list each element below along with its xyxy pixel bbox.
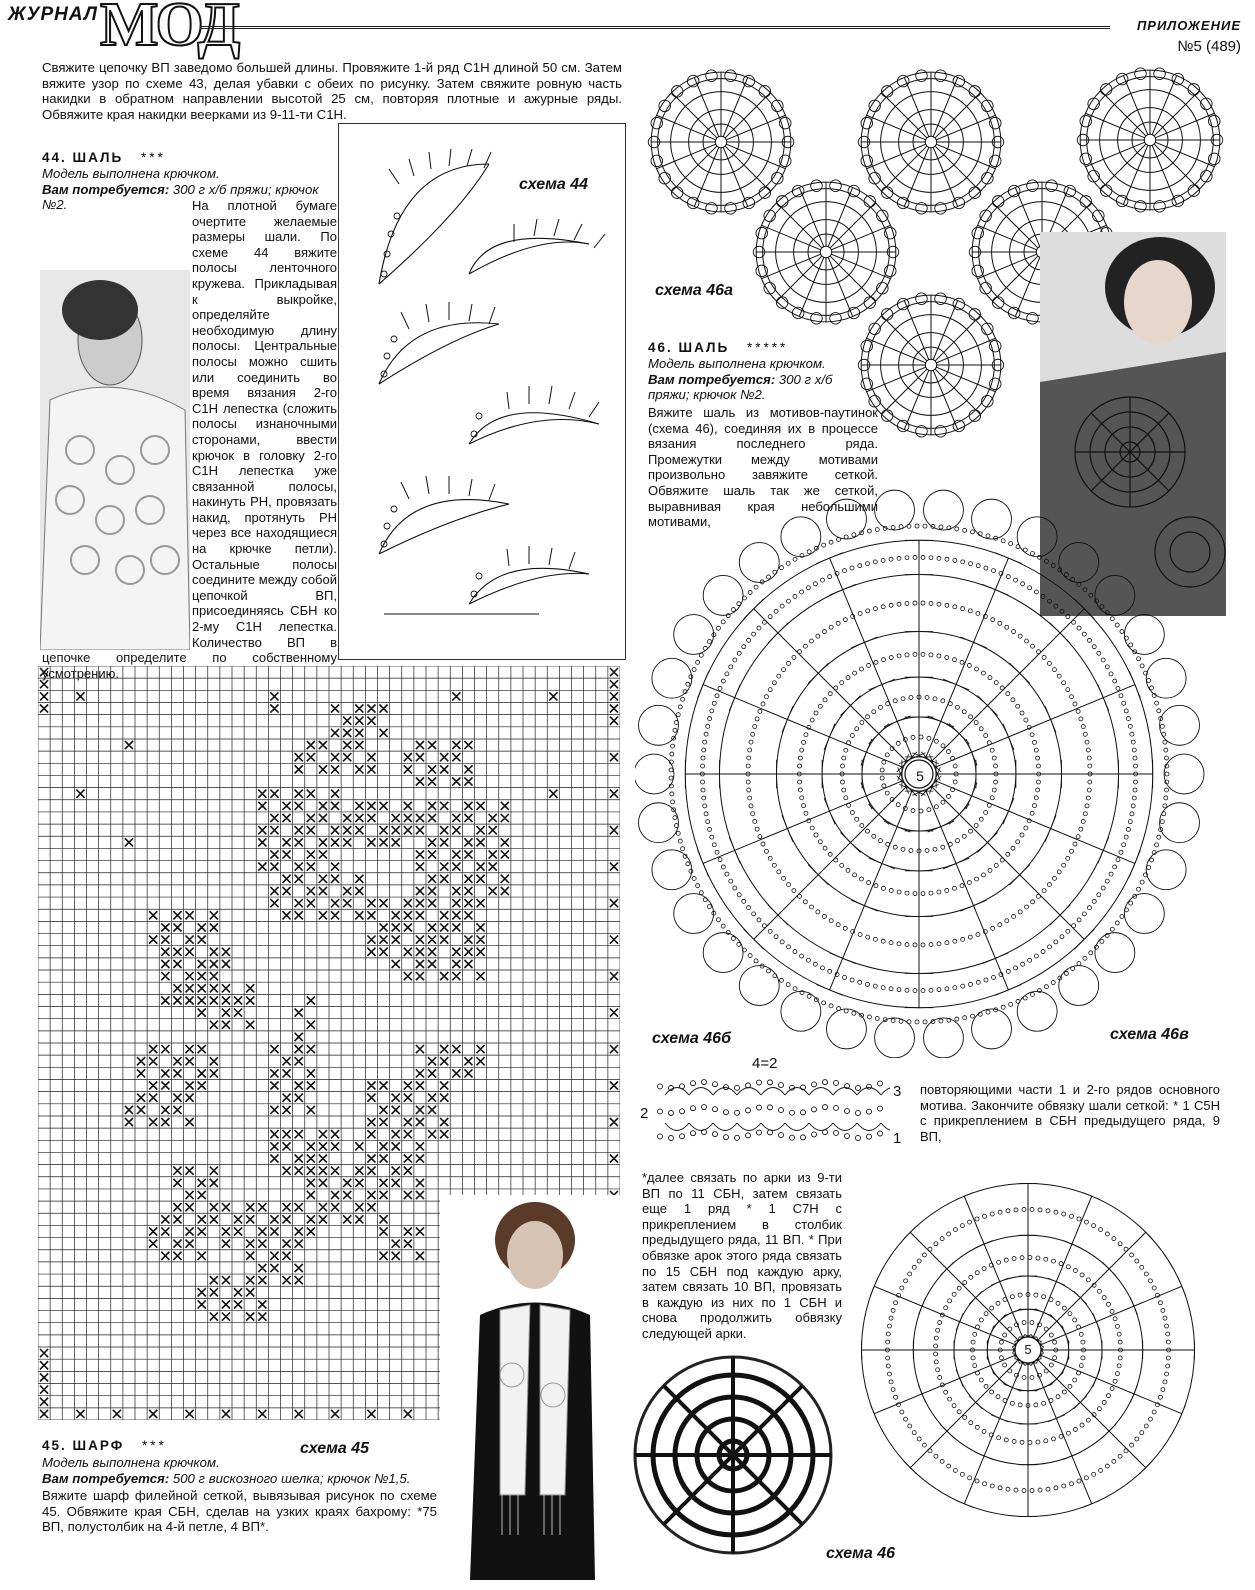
item46-needs (648, 372, 863, 402)
item44-text-content: На плотной бумаге очертите желаемые размеры шали. По схеме 44 вяжите полосы ленточного кружева. Прикладывая к выкройке, определяйте необходимую длину полосы. Центральные полосы можно сшить или соединить во время вязания 2-го С1Н лепестка (сложить полосы изнаночными сторонами, ввести крючок в головку 2-го С1Н лепестка уже связанной полосы, накинуть РН, провязать накид, протянуть РН через все находящиеся на крючке петли). Остальные полосы соедините между собой цепочкой ВП, присоединяясь СБН ко 2-му С1Н лепестка. Количество ВП в цепочке определите по собственному усмотрению. (42, 198, 337, 681)
scheme-44-label: схема 44 (519, 176, 589, 193)
edge-strip-diagram (655, 1075, 890, 1150)
scheme-45-label: схема 45 (300, 1440, 370, 1457)
scarf-45-photo (440, 1195, 620, 1580)
item46-stars: ***** (746, 340, 789, 355)
scheme-44-diagram (339, 124, 625, 659)
motif-center-number: 5 (916, 768, 924, 784)
item45-text: Вяжите шарф филейной сеткой, вывязывая рисунок по схеме 45. Обвяжите края СБН, сделав на узких краях бахрому: *75 ВП, полустолбик на 4-й петле, 4 ВП*. (42, 1488, 437, 1535)
row-label-1: 1 (893, 1130, 902, 1147)
issue-number: №5 (489) (1177, 38, 1241, 55)
item45-stars: *** (141, 1438, 167, 1453)
item46-heading (648, 340, 788, 355)
item44-need-label: Вам потребуется: (42, 182, 170, 197)
header-rule (200, 26, 1110, 29)
item44-number: 44. (42, 150, 67, 165)
edge-formula: 4=2 (752, 1055, 778, 1072)
intro-paragraph: Свяжите цепочку ВП заведомо большей длины. Провяжите 1-й ряд С1Н длиной 50 см. Затем вяжите узор по схеме 43, делая убавки с обеих по рисунку. Затем свяжите ровную часть накидки в обратном направлении высотой 25 см, повторяя плотные и ажурные ряды. Обвяжите края накидки веерками из 9-11-ти С1Н. (42, 60, 622, 122)
item46-need-text: 300 г х/б пряжи; крючок №2. (648, 372, 833, 402)
scheme-46v-label: схема 46в (1110, 1026, 1189, 1043)
item45-need-label: Вам потребуется: (42, 1471, 170, 1486)
scheme-46-label: схема 46 (826, 1545, 896, 1562)
row-label-3: 3 (893, 1083, 902, 1100)
item44-need-text: 300 г х/б пряжи; крючок №2. (42, 182, 319, 212)
magazine-logo: МОД (100, 0, 238, 59)
item46-need-label: Вам потребуется: (648, 372, 776, 387)
scheme-46b-diagram (635, 478, 1235, 1058)
item44-stars: *** (140, 150, 166, 165)
item46-number: 46. (648, 340, 673, 355)
item44-text (42, 198, 337, 681)
item44-title: ШАЛЬ (72, 150, 124, 165)
motif-photo (628, 1355, 838, 1555)
item44-model-note: Модель выполнена крючком. (42, 166, 220, 181)
item46-text-cont: повторяющими части 1 и 2-го рядов основного мотива. Закончите обвязку шали сеткой: * 1 С5Н с прикреплением в СБН предыдущего ряда, 9 ВП, (920, 1082, 1220, 1144)
small-motif-center-number: 5 (1024, 1342, 1032, 1357)
item45-model-note: Модель выполнена крючком. (42, 1455, 220, 1470)
journal-word: ЖУРНАЛ (8, 4, 98, 25)
item45-needs (42, 1471, 462, 1486)
supplement-label: ПРИЛОЖЕНИЕ (1136, 18, 1241, 33)
item44-heading (42, 150, 166, 165)
item46-model-note: Модель выполнена крючком. (648, 356, 826, 371)
scheme-46b-label: схема 46б (652, 1030, 731, 1047)
scheme-44-frame (338, 123, 626, 660)
item46-title: ШАЛЬ (678, 340, 730, 355)
item46-text-cont2: *далее связать по арки из 9-ти ВП по 11 СБН, затем связать еще 1 ряд * 1 С7Н с прикреплением в столбик предыдущего ряда, 11 ВП. * При обвязке арок этого ряда связать по 15 СБН под каждую арку, затем связать 10 ВП, провязать в каждую из них по 1 СБН и снова продолжить обвязку следующей арки. (642, 1170, 842, 1341)
item45-heading (42, 1438, 167, 1453)
item45-number: 45. (42, 1438, 67, 1453)
item46-text: Вяжите шаль из мотивов-паутинок (схема 46), соединяя их в процессе вязания последнего ряда. Промежутки между мотивами произвольно завяжите сеткой. Обвяжите шаль так же сеткой, выравнивая края небольшими мотивами, (648, 405, 878, 530)
item45-title: ШАРФ (72, 1438, 125, 1453)
scheme-46a-label: схема 46а (655, 282, 733, 299)
row-label-2: 2 (640, 1105, 649, 1122)
item45-need-text: 500 г вискозного шелка; крючок №1,5. (172, 1471, 411, 1486)
